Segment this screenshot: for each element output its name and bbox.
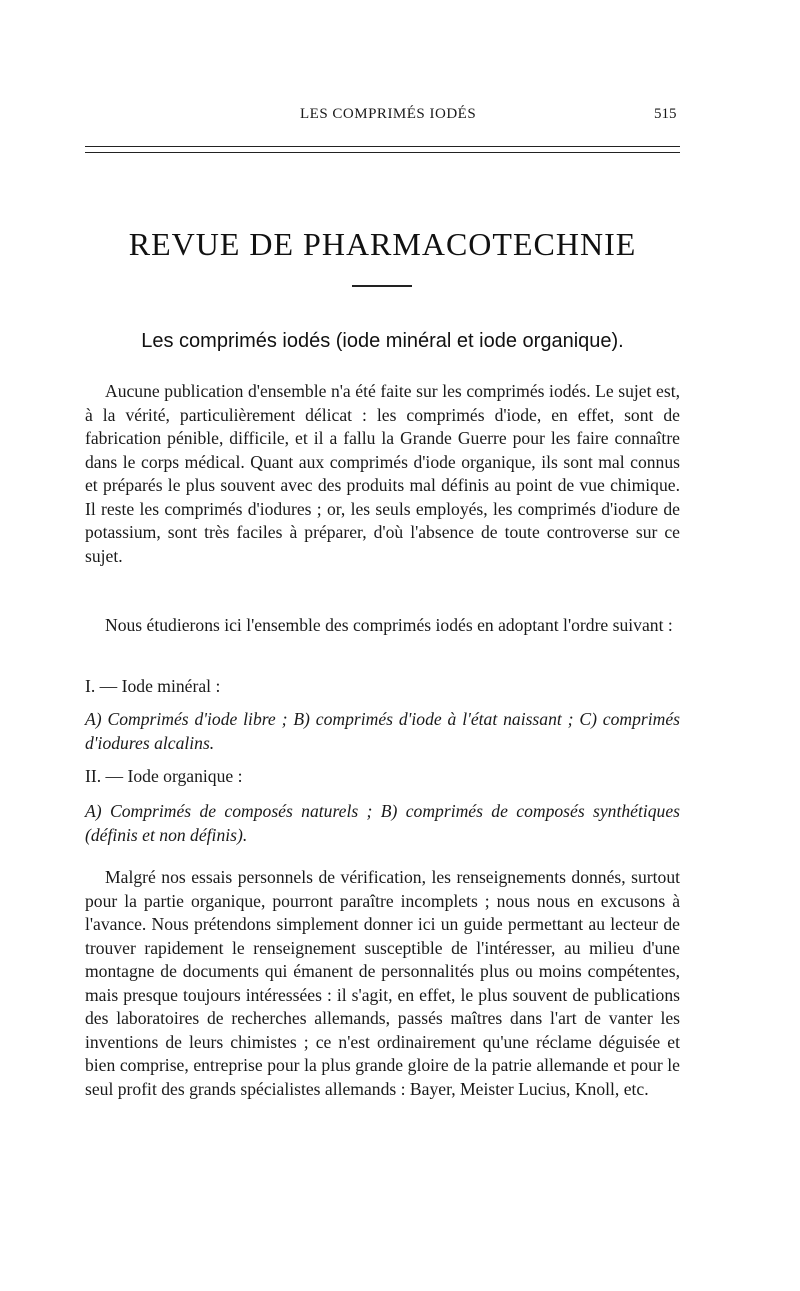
- section-title: REVUE DE PHARMACOTECHNIE: [128, 226, 637, 262]
- paragraph-disclaimer: Malgré nos essais personnels de vérification, les renseignements donnés, surtout pour la partie organique, pourront paraître incomplets ; nous nous en excusons à l'avance. Nous prétendons simplement donner ici un guide permettant au lecteur de trouver rapidement le renseignement susceptible de l'intéresser, au milieu d'une montagne de documents qui émanent de personnalités plus ou moins compétentes, mais presque toujours intéressées : il s'agit, en effet, le plus souvent de publications des laboratoires de recherches allemands, passés maîtres dans l'art de vanter les inventions de leurs chimistes ; ce n'est ordinairement qu'une réclame déguisée et bien comprise, entreprise pour la plus grande gloire de la patrie allemande et pour le seul profit des grands spécialistes allemands : Bayer, Meister Lucius, Knoll, etc.: [85, 867, 680, 1099]
- list-iode-mineral: A) Comprimés d'iode libre ; B) comprimés d'iode à l'état naissant ; C) comprimés d'iodures alcalins.: [85, 709, 680, 753]
- header-rule-bottom: [85, 152, 680, 153]
- heading-iode-organique: II. — Iode organique :: [85, 766, 243, 786]
- header-rule-top: [85, 146, 680, 147]
- heading-iode-mineral: I. — Iode minéral :: [85, 676, 221, 696]
- paragraph-intro: Aucune publication d'ensemble n'a été faite sur les comprimés iodés. Le sujet est, à la vérité, particulièrement délicat : les comprimés d'iode, en effet, sont de fabrication pénible, difficile, et il a fallu la Grande Guerre pour les faire connaître dans le corps médical. Quant aux comprimés d'iode organique, ils sont mal connus et préparés le plus souvent avec des produits mal définis au point de vue chimique. Il reste les comprimés d'iodures ; or, les seuls employés, les comprimés d'iodure de potassium, sont très faciles à préparer, d'où l'absence de toute controverse sur ce sujet.: [85, 381, 680, 566]
- running-title: LES COMPRIMÉS IODÉS: [300, 106, 477, 122]
- paragraph-order: Nous étudierons ici l'ensemble des comprimés iodés en adoptant l'ordre suivant :: [105, 615, 673, 635]
- title-divider: [352, 285, 412, 287]
- list-iode-organique: A) Comprimés de composés naturels ; B) comprimés de composés synthétiques (définis et non définis).: [85, 801, 680, 845]
- article-title: Les comprimés iodés (iode minéral et iode organique).: [141, 330, 624, 352]
- page-number: 515: [654, 106, 677, 122]
- running-head: [0, 106, 800, 128]
